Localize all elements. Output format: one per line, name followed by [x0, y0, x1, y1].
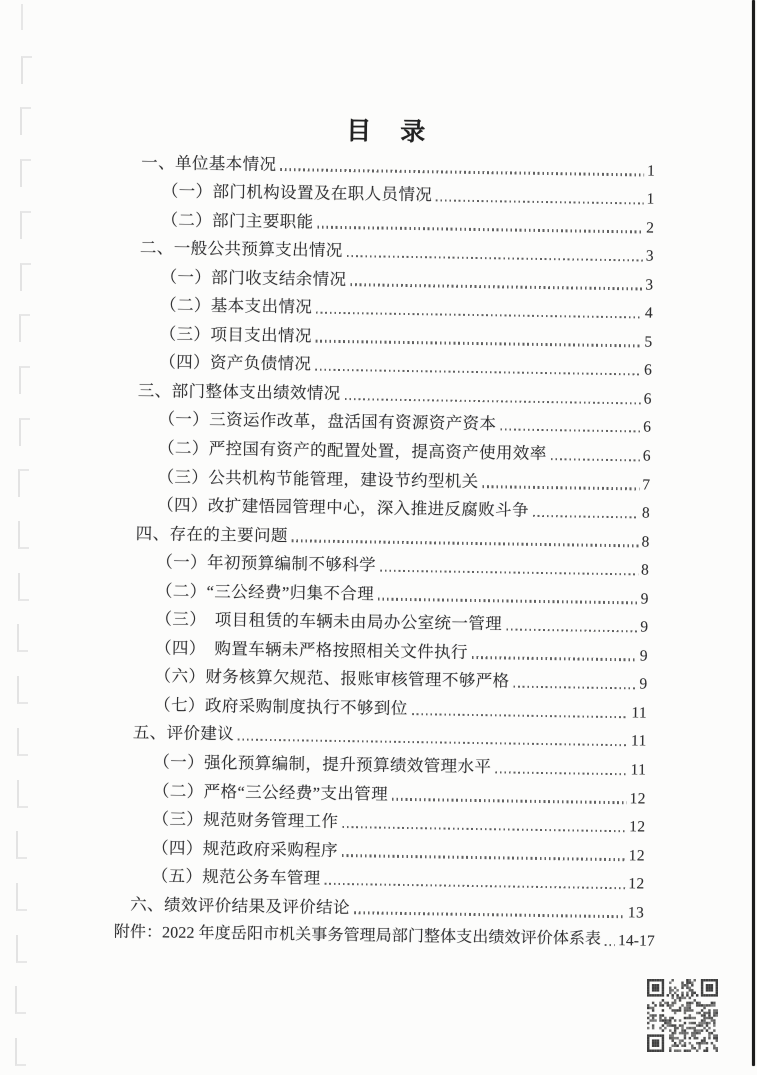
toc-entry-page-number: 14-17	[617, 932, 655, 951]
dot-leader	[347, 255, 643, 262]
dot-leader	[506, 628, 637, 632]
dot-leader	[316, 311, 642, 318]
toc-entry-page-number: 12	[629, 818, 646, 836]
toc-entry-page-number: 12	[629, 789, 646, 808]
toc-entry-label: （三）项目支出情况	[159, 324, 312, 346]
binding-mark	[17, 624, 28, 652]
toc-content	[113, 112, 656, 954]
toc-list	[113, 147, 656, 954]
dot-leader	[500, 428, 640, 432]
binding-mark	[17, 728, 28, 756]
binding-mark	[20, 107, 31, 135]
binding-mark	[16, 831, 27, 859]
dot-leader	[551, 458, 640, 462]
dot-leader	[316, 340, 642, 347]
dot-leader	[315, 369, 641, 376]
toc-entry-page-number: 3	[645, 247, 655, 265]
toc-entry-label: 四、存在的主要问题	[135, 523, 288, 545]
toc-entry-label: （二）严控国有资产的配置处置，提高资产使用效率	[157, 438, 547, 464]
toc-entry-label: （五）规范公务车管理	[151, 866, 321, 888]
binding-mark	[18, 521, 29, 549]
dot-leader	[238, 739, 628, 747]
toc-entry-page-number: 8	[641, 504, 651, 522]
toc-entry-page-number: 4	[644, 304, 654, 322]
binding-mark	[21, 56, 32, 84]
toc-entry-page-number: 12	[628, 875, 645, 893]
toc-entry-label: （三） 项目租赁的车辆未由局办公室统一管理	[155, 609, 503, 634]
dot-leader	[317, 226, 643, 233]
toc-entry-label: （三）规范财务管理工作	[152, 809, 339, 832]
toc-entry-label: （六）财务核算欠规范、报账审核管理不够严格	[154, 666, 510, 691]
toc-entry-label: （一）三资运作改革，盘活国有资源资产资本	[158, 409, 497, 434]
toc-entry-label: 一、单位基本情况	[141, 152, 277, 174]
toc-entry-page-number: 11	[630, 732, 647, 751]
toc-entry-page-number: 9	[639, 647, 649, 665]
binding-mark	[19, 418, 30, 446]
binding-mark	[15, 1038, 26, 1066]
toc-entry-page-number: 6	[642, 447, 652, 465]
toc-entry-page-number: 9	[639, 675, 648, 693]
qr-code-icon	[647, 979, 718, 1052]
toc-entry-page-number: 7	[642, 476, 651, 494]
binding-mark	[17, 676, 28, 704]
toc-entry-page-number: 12	[628, 846, 646, 865]
toc-entry-page-number: 6	[643, 390, 652, 408]
toc-entry-page-number: 1	[646, 190, 655, 208]
toc-entry-page-number: 11	[631, 704, 648, 722]
toc-entry-label: （一）年初预算编制不够科学	[156, 552, 377, 575]
toc-entry-page-number: 3	[645, 276, 654, 294]
toc-entry-label: （四）改扩建悟园管理中心，深入推进反腐败斗争	[157, 495, 530, 520]
toc-entry-label: 二、一般公共预算支出情况	[139, 238, 343, 261]
binding-mark	[16, 935, 27, 963]
toc-entry-page-number: 8	[640, 561, 650, 579]
binding-mark	[19, 314, 30, 342]
dot-leader	[513, 686, 636, 690]
toc-entry-label: （四）规范政府采购程序	[151, 837, 339, 860]
binding-mark	[20, 211, 31, 239]
binding-mark	[18, 469, 29, 497]
dot-leader	[483, 485, 640, 490]
binding-mark	[15, 986, 26, 1014]
dot-leader	[342, 826, 626, 833]
toc-entry-page-number: 5	[644, 333, 653, 351]
toc-entry-label: （一）强化预算编制，提升预算绩效管理水平	[153, 752, 492, 777]
toc-entry-page-number: 8	[641, 533, 650, 551]
dot-leader	[378, 598, 638, 604]
dot-leader	[495, 771, 627, 775]
toc-entry-label: （四） 购置车辆未严格按照相关文件执行	[154, 638, 469, 662]
binding-mark	[17, 780, 28, 808]
toc-entry-page-number: 6	[643, 361, 653, 379]
toc-entry-page-number: 13	[627, 904, 645, 922]
toc-entry-page-number: 9	[640, 590, 649, 608]
toc-entry-page-number: 11	[630, 761, 647, 779]
dot-leader	[280, 168, 644, 176]
binding-mark	[18, 573, 29, 601]
toc-entry-page-number: 1	[646, 162, 656, 180]
toc-entry-page-number: 9	[640, 618, 649, 636]
toc-entry-label: （二）基本支出情况	[159, 295, 313, 317]
scan-edge-line	[752, 0, 755, 1066]
dot-leader	[342, 854, 626, 861]
toc-entry-label: （二）“三公经费”归集不合理	[155, 581, 375, 604]
dot-leader	[380, 569, 638, 575]
toc-entry-label: 附件：2022 年度岳阳市机关事务管理局部门整体支出绩效评价体系表	[113, 923, 602, 949]
dot-leader	[412, 713, 629, 719]
toc-entry-page-number: 6	[643, 418, 652, 437]
dot-leader	[354, 912, 625, 918]
toc-entry-label: 五、评价建议	[132, 723, 235, 744]
page-title: 目 录	[346, 117, 428, 147]
dot-leader	[350, 283, 642, 290]
binding-mark	[19, 366, 30, 394]
toc-entry-label: （四）资产负债情况	[159, 352, 312, 374]
dot-leader	[345, 398, 641, 405]
toc-entry-label: 三、部门整体支出绩效情况	[137, 380, 341, 403]
binding-mark	[20, 263, 31, 291]
toc-entry-label: （三）公共机构节能管理，建设节约型机关	[157, 466, 479, 491]
binding-mark	[16, 883, 27, 911]
toc-entry-label: （一）部门机构设置及在职人员情况	[161, 181, 433, 205]
dot-leader	[436, 199, 643, 204]
binding-mark	[21, 4, 32, 30]
dot-leader	[605, 944, 615, 947]
toc-entry-label: （二）严格“三公经费”支出管理	[152, 780, 389, 804]
toc-entry-label: （一）部门收支结余情况	[160, 267, 347, 289]
dot-leader	[325, 883, 626, 890]
toc-entry-label: （七）政府采购制度执行不够到位	[154, 695, 408, 718]
dot-leader	[472, 656, 637, 661]
toc-entry-page-number: 2	[646, 219, 655, 237]
dot-leader	[533, 515, 639, 519]
dot-leader	[292, 540, 639, 548]
toc-entry-label: 六、绩效评价结果及评价结论	[130, 894, 351, 917]
binding-mark	[20, 159, 31, 187]
dot-leader	[392, 798, 627, 804]
toc-entry-label: （二）部门主要职能	[161, 209, 314, 232]
